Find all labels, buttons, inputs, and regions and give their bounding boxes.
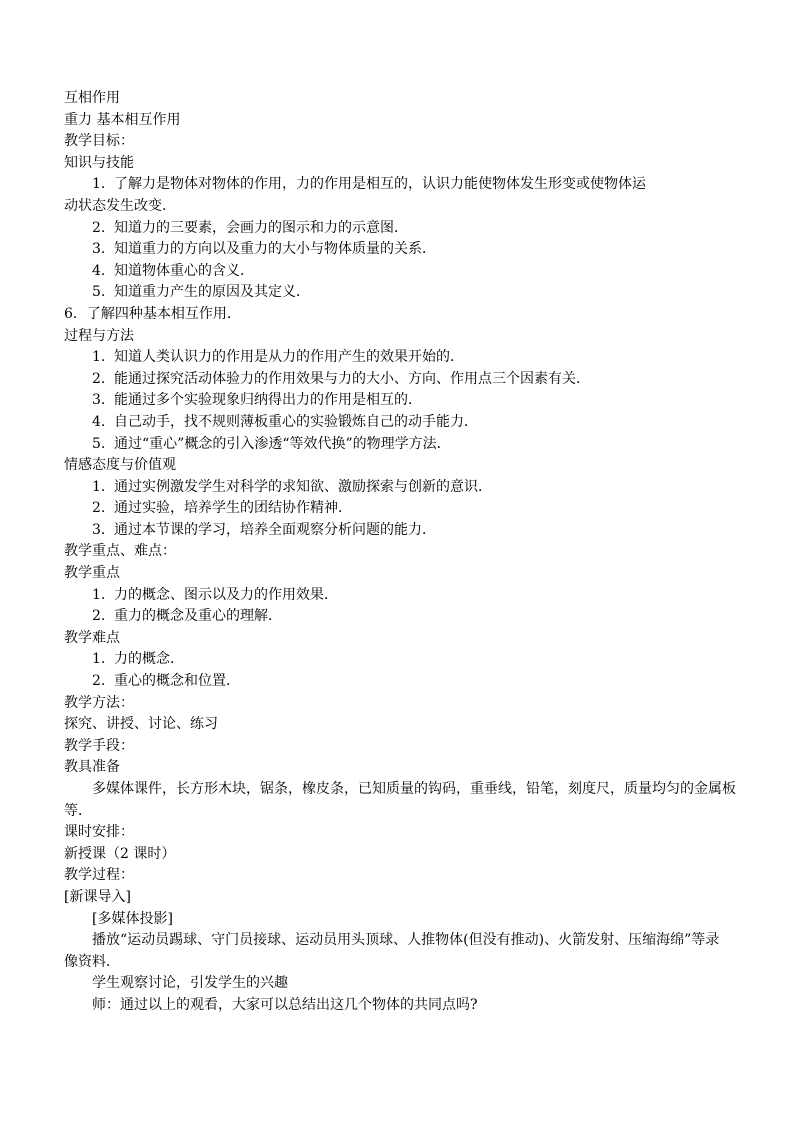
intro-heading: [新课导入]: [64, 888, 131, 905]
difficult-item-1: 1. 力的概念．: [92, 651, 184, 668]
teacher-question: 师：通过以上的观看，大家可以总结出这几个物体的共同点吗?: [92, 996, 478, 1013]
media-heading: [多媒体投影]: [92, 910, 173, 927]
method-text: 探究、讲授、讨论、练习: [64, 716, 218, 733]
knowledge-item-1: 1. 了解力是物体对物体的作用，力的作用是相互的，认识力能使物体发生形变或使物体运: [92, 176, 646, 193]
keypoints-heading: 教学重点、难点：: [64, 543, 176, 560]
document-body: [64, 88, 754, 1017]
doc-title-line-1: 互相作用: [64, 90, 120, 106]
emotion-item-2: 2. 通过实验，培养学生的团结协作精神．: [92, 500, 352, 517]
observe-text: 学生观察讨论，引发学生的兴趣: [92, 975, 288, 992]
process-item-5: 5. 通过“重心”概念的引入渗透“等效代换”的物理学方法．: [92, 435, 451, 452]
knowledge-heading: 知识与技能: [64, 154, 134, 171]
difficult-heading: 教学难点: [64, 629, 120, 646]
process-method-heading: 过程与方法: [64, 327, 134, 344]
teaching-process-heading: 教学过程：: [64, 867, 134, 884]
tools-text: 多媒体课件，长方形木块，锯条，橡皮条，已知质量的钩码，重垂线，铅笔，刻度尺，质量均匀的金属板: [92, 781, 736, 797]
means-heading: 教学手段：: [64, 737, 134, 754]
knowledge-item-6: 6．了解四种基本相互作用．: [64, 305, 241, 322]
tools-text-cont: 等．: [64, 802, 92, 819]
knowledge-item-1-cont: 动状态发生改变．: [64, 197, 176, 214]
objectives-heading: 教学目标：: [64, 133, 134, 150]
knowledge-item-2: 2. 知道力的三要素，会画力的图示和力的示意图．: [92, 219, 408, 236]
play-text-cont: 像资料．: [64, 953, 120, 970]
key-item-1: 1. 力的概念、图示以及力的作用效果．: [92, 586, 338, 603]
knowledge-item-4: 4. 知道物体重心的含义．: [92, 262, 254, 279]
difficult-item-2: 2. 重心的概念和位置．: [92, 673, 240, 690]
process-item-2: 2. 能通过探究活动体验力的作用效果与力的大小、方向、作用点三个因素有关．: [92, 370, 590, 387]
emotion-heading: 情感态度与价值观: [64, 457, 176, 474]
key-heading: 教学重点: [64, 565, 120, 582]
emotion-item-3: 3. 通过本节课的学习，培养全面观察分析问题的能力．: [92, 521, 436, 538]
play-text: 播放“运动员踢球、守门员接球、运动员用头顶球、人推物体(但没有推动)、火箭发射、压缩海绵”等录: [92, 932, 720, 949]
process-item-1: 1. 知道人类认识力的作用是从力的作用产生的效果开始的．: [92, 349, 464, 366]
process-item-3: 3. 能通过多个实验现象归纳得出力的作用是相互的．: [92, 392, 422, 409]
knowledge-item-3: 3. 知道重力的方向以及重力的大小与物体质量的关系．: [92, 241, 436, 258]
key-item-2: 2. 重力的概念及重心的理解．: [92, 608, 282, 625]
emotion-item-1: 1. 通过实例激发学生对科学的求知欲、激励探索与创新的意识．: [92, 478, 492, 495]
knowledge-item-5: 5. 知道重力产生的原因及其定义．: [92, 284, 310, 301]
process-item-4: 4. 自己动手，找不规则薄板重心的实验锻炼自己的动手能力．: [92, 413, 478, 430]
schedule-heading: 课时安排：: [64, 824, 134, 841]
method-heading: 教学方法：: [64, 694, 134, 711]
schedule-text: 新授课（2 课时）: [64, 845, 176, 862]
tools-heading: 教具准备: [64, 759, 120, 776]
doc-title-line-2: 重力 基本相互作用: [64, 111, 181, 128]
